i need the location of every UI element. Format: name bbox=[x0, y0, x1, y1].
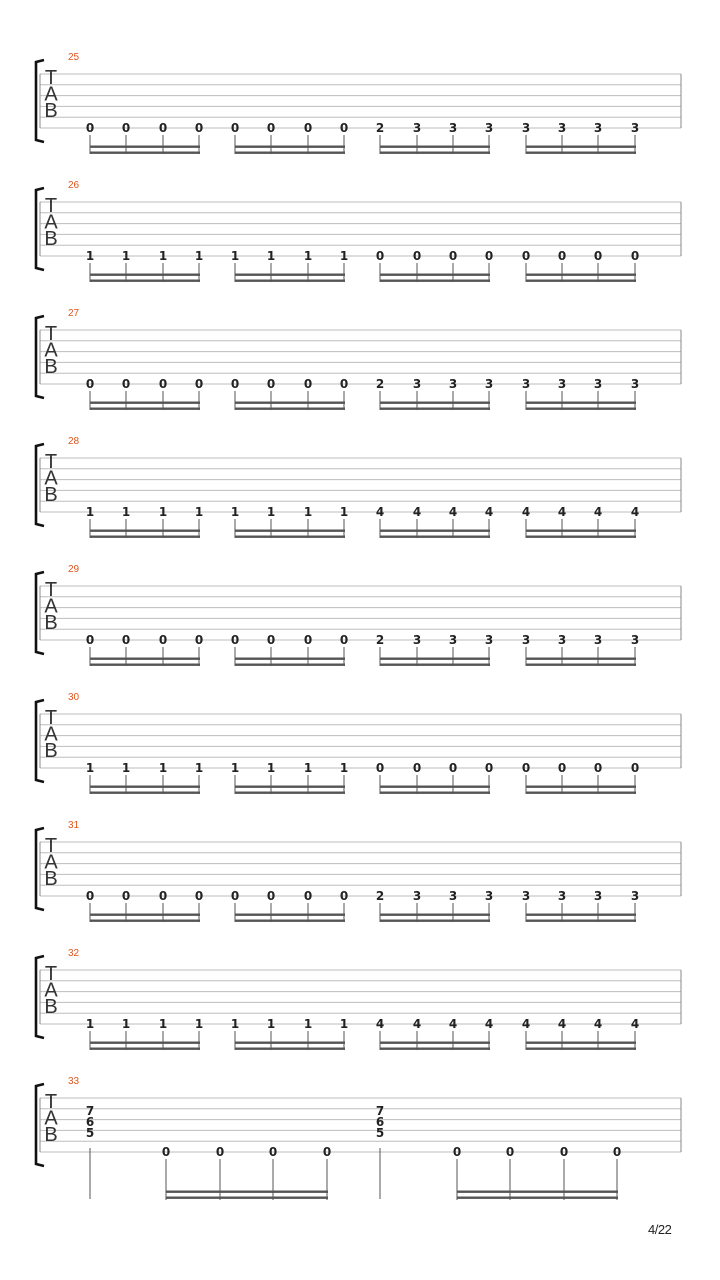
tab-clef-letter: A bbox=[44, 979, 58, 1002]
fret-number: 4 bbox=[630, 1017, 640, 1031]
measure-number: 32 bbox=[68, 948, 80, 959]
beam bbox=[90, 280, 200, 282]
beam bbox=[90, 536, 200, 538]
beam bbox=[380, 408, 490, 410]
beam bbox=[90, 402, 200, 404]
beam bbox=[380, 274, 490, 276]
fret-number: 4 bbox=[484, 505, 494, 519]
fret-number: 1 bbox=[158, 249, 168, 263]
fret-number: 3 bbox=[557, 121, 567, 135]
fret-number: 0 bbox=[339, 121, 349, 135]
beam bbox=[235, 280, 345, 282]
fret-number: 5 bbox=[375, 1126, 385, 1140]
beam bbox=[380, 658, 490, 660]
beam bbox=[90, 792, 200, 794]
tab-staff bbox=[0, 308, 720, 436]
tab-system bbox=[0, 564, 720, 692]
fret-number: 0 bbox=[85, 377, 95, 391]
fret-number: 0 bbox=[339, 377, 349, 391]
beam bbox=[380, 280, 490, 282]
fret-number: 3 bbox=[630, 121, 640, 135]
tab-clef-letter: B bbox=[44, 868, 58, 890]
fret-number: 3 bbox=[630, 633, 640, 647]
fret-number: 3 bbox=[448, 633, 458, 647]
fret-number: 3 bbox=[412, 121, 422, 135]
fret-number: 3 bbox=[521, 889, 531, 903]
fret-number: 2 bbox=[375, 889, 385, 903]
beam bbox=[235, 792, 345, 794]
tab-clef-letter: B bbox=[44, 228, 58, 250]
tab-clef-letter: B bbox=[44, 612, 58, 634]
tab-system bbox=[0, 52, 720, 180]
fret-number: 7 bbox=[375, 1104, 385, 1118]
beam bbox=[90, 1042, 200, 1044]
beam bbox=[380, 536, 490, 538]
beam bbox=[526, 536, 636, 538]
fret-number: 0 bbox=[452, 1145, 462, 1159]
beam bbox=[380, 152, 490, 154]
fret-number: 2 bbox=[375, 121, 385, 135]
beam bbox=[526, 792, 636, 794]
beam bbox=[235, 402, 345, 404]
fret-number: 0 bbox=[484, 249, 494, 263]
fret-number: 0 bbox=[593, 761, 603, 775]
tab-clef-letter: B bbox=[44, 740, 58, 762]
fret-number: 3 bbox=[593, 889, 603, 903]
fret-number: 0 bbox=[230, 889, 240, 903]
fret-number: 2 bbox=[375, 377, 385, 391]
tab-clef-letter: T bbox=[44, 707, 58, 729]
fret-number: 0 bbox=[215, 1145, 225, 1159]
beam bbox=[235, 152, 345, 154]
beam bbox=[90, 920, 200, 922]
tab-system bbox=[0, 1076, 720, 1204]
fret-number: 4 bbox=[484, 1017, 494, 1031]
fret-number: 0 bbox=[194, 889, 204, 903]
fret-number: 4 bbox=[593, 505, 603, 519]
fret-number: 1 bbox=[158, 1017, 168, 1031]
fret-number: 0 bbox=[612, 1145, 622, 1159]
beam bbox=[526, 274, 636, 276]
fret-number: 0 bbox=[161, 1145, 171, 1159]
fret-number: 1 bbox=[339, 249, 349, 263]
fret-number: 1 bbox=[194, 249, 204, 263]
fret-number: 1 bbox=[85, 1017, 95, 1031]
tab-system bbox=[0, 820, 720, 948]
fret-number: 1 bbox=[121, 505, 131, 519]
fret-number: 0 bbox=[559, 1145, 569, 1159]
tab-clef-letter: A bbox=[44, 339, 58, 362]
beam bbox=[90, 914, 200, 916]
tab-staff bbox=[0, 692, 720, 820]
fret-number: 3 bbox=[630, 889, 640, 903]
fret-number: 0 bbox=[158, 121, 168, 135]
fret-number: 0 bbox=[557, 761, 567, 775]
fret-number: 0 bbox=[303, 633, 313, 647]
fret-number: 1 bbox=[339, 1017, 349, 1031]
beam bbox=[235, 536, 345, 538]
fret-number: 1 bbox=[121, 1017, 131, 1031]
fret-number: 0 bbox=[339, 633, 349, 647]
beam bbox=[166, 1191, 328, 1193]
beam bbox=[380, 146, 490, 148]
fret-number: 4 bbox=[557, 505, 567, 519]
tab-system bbox=[0, 436, 720, 564]
fret-number: 3 bbox=[521, 633, 531, 647]
fret-number: 3 bbox=[484, 633, 494, 647]
fret-number: 0 bbox=[266, 121, 276, 135]
measure-number: 26 bbox=[68, 180, 80, 191]
fret-number: 0 bbox=[521, 249, 531, 263]
fret-number: 0 bbox=[121, 889, 131, 903]
fret-number: 0 bbox=[375, 761, 385, 775]
measure-number: 25 bbox=[68, 52, 80, 63]
beam bbox=[90, 664, 200, 666]
fret-number: 1 bbox=[230, 249, 240, 263]
tab-clef-letter: A bbox=[44, 467, 58, 490]
fret-number: 4 bbox=[521, 1017, 531, 1031]
fret-number: 3 bbox=[412, 633, 422, 647]
beam bbox=[380, 1042, 490, 1044]
tab-system bbox=[0, 308, 720, 436]
measure-number: 31 bbox=[68, 820, 80, 831]
fret-number: 1 bbox=[158, 505, 168, 519]
tab-system bbox=[0, 692, 720, 820]
fret-number: 0 bbox=[375, 249, 385, 263]
beam bbox=[90, 274, 200, 276]
fret-number: 3 bbox=[448, 121, 458, 135]
fret-number: 0 bbox=[230, 377, 240, 391]
beam bbox=[526, 146, 636, 148]
fret-number: 1 bbox=[303, 761, 313, 775]
tab-clef-letter: T bbox=[44, 451, 58, 473]
beam bbox=[90, 530, 200, 532]
tab-staff bbox=[0, 820, 720, 948]
beam bbox=[380, 1048, 490, 1050]
fret-number: 0 bbox=[194, 633, 204, 647]
beam bbox=[235, 1048, 345, 1050]
measure-number: 29 bbox=[68, 564, 80, 575]
beam bbox=[90, 146, 200, 148]
beam bbox=[90, 408, 200, 410]
tab-clef-letter: A bbox=[44, 211, 58, 234]
tab-clef-letter: A bbox=[44, 1107, 58, 1130]
fret-number: 1 bbox=[266, 505, 276, 519]
fret-number: 4 bbox=[375, 505, 385, 519]
fret-number: 0 bbox=[484, 761, 494, 775]
tab-clef-letter: T bbox=[44, 963, 58, 985]
tab-clef-letter: A bbox=[44, 723, 58, 746]
tab-clef-letter: B bbox=[44, 996, 58, 1018]
beam bbox=[235, 920, 345, 922]
fret-number: 1 bbox=[339, 505, 349, 519]
fret-number: 1 bbox=[121, 761, 131, 775]
tab-clef-letter: A bbox=[44, 851, 58, 874]
fret-number: 4 bbox=[521, 505, 531, 519]
fret-number: 1 bbox=[266, 249, 276, 263]
fret-number: 1 bbox=[230, 1017, 240, 1031]
beam bbox=[90, 1048, 200, 1050]
fret-number: 3 bbox=[448, 889, 458, 903]
fret-number: 3 bbox=[593, 377, 603, 391]
fret-number: 0 bbox=[194, 121, 204, 135]
tab-clef-letter: B bbox=[44, 484, 58, 506]
beam bbox=[380, 920, 490, 922]
fret-number: 0 bbox=[303, 121, 313, 135]
fret-number: 1 bbox=[85, 505, 95, 519]
tab-clef-letter: T bbox=[44, 1091, 58, 1113]
fret-number: 3 bbox=[412, 889, 422, 903]
tab-system bbox=[0, 180, 720, 308]
beam bbox=[380, 664, 490, 666]
measure-number: 33 bbox=[68, 1076, 80, 1087]
beam bbox=[380, 530, 490, 532]
beam bbox=[235, 1042, 345, 1044]
beam bbox=[235, 274, 345, 276]
beam bbox=[235, 530, 345, 532]
fret-number: 0 bbox=[266, 889, 276, 903]
measure-number: 28 bbox=[68, 436, 80, 447]
beam bbox=[526, 152, 636, 154]
fret-number: 1 bbox=[339, 761, 349, 775]
fret-number: 1 bbox=[194, 1017, 204, 1031]
tab-staff bbox=[0, 436, 720, 564]
fret-number: 0 bbox=[158, 633, 168, 647]
fret-number: 1 bbox=[303, 505, 313, 519]
fret-number: 0 bbox=[593, 249, 603, 263]
fret-number: 0 bbox=[85, 889, 95, 903]
fret-number: 0 bbox=[121, 121, 131, 135]
fret-number: 0 bbox=[230, 121, 240, 135]
fret-number: 0 bbox=[158, 377, 168, 391]
beam bbox=[235, 914, 345, 916]
beam bbox=[235, 786, 345, 788]
tab-clef-letter: B bbox=[44, 1124, 58, 1146]
beam bbox=[526, 664, 636, 666]
beam bbox=[90, 658, 200, 660]
fret-number: 0 bbox=[266, 377, 276, 391]
fret-number: 2 bbox=[375, 633, 385, 647]
fret-number: 1 bbox=[266, 761, 276, 775]
beam bbox=[166, 1197, 328, 1199]
fret-number: 1 bbox=[121, 249, 131, 263]
fret-number: 0 bbox=[268, 1145, 278, 1159]
fret-number: 4 bbox=[412, 505, 422, 519]
fret-number: 0 bbox=[303, 377, 313, 391]
fret-number: 3 bbox=[557, 633, 567, 647]
fret-number: 3 bbox=[412, 377, 422, 391]
fret-number: 3 bbox=[484, 889, 494, 903]
fret-number: 0 bbox=[121, 377, 131, 391]
measure-number: 30 bbox=[68, 692, 80, 703]
fret-number: 0 bbox=[521, 761, 531, 775]
tab-clef-letter: T bbox=[44, 195, 58, 217]
fret-number: 1 bbox=[158, 761, 168, 775]
fret-number: 4 bbox=[630, 505, 640, 519]
tab-clef-letter: T bbox=[44, 67, 58, 89]
fret-number: 0 bbox=[448, 249, 458, 263]
fret-number: 3 bbox=[484, 121, 494, 135]
fret-number: 0 bbox=[505, 1145, 515, 1159]
fret-number: 1 bbox=[85, 761, 95, 775]
fret-number: 3 bbox=[521, 121, 531, 135]
fret-number: 0 bbox=[630, 249, 640, 263]
fret-number: 1 bbox=[266, 1017, 276, 1031]
beam bbox=[526, 530, 636, 532]
fret-number: 0 bbox=[230, 633, 240, 647]
fret-number: 0 bbox=[322, 1145, 332, 1159]
fret-number: 3 bbox=[557, 889, 567, 903]
tab-clef-letter: B bbox=[44, 100, 58, 122]
tab-clef-letter: B bbox=[44, 356, 58, 378]
fret-number: 4 bbox=[412, 1017, 422, 1031]
beam bbox=[526, 408, 636, 410]
fret-number: 0 bbox=[194, 377, 204, 391]
tab-clef-letter: A bbox=[44, 83, 58, 106]
fret-number: 0 bbox=[85, 121, 95, 135]
beam bbox=[526, 402, 636, 404]
fret-number: 3 bbox=[521, 377, 531, 391]
tab-clef-letter: T bbox=[44, 323, 58, 345]
beam bbox=[526, 786, 636, 788]
tab-clef-letter: T bbox=[44, 579, 58, 601]
fret-number: 1 bbox=[230, 505, 240, 519]
tab-clef-letter: T bbox=[44, 835, 58, 857]
fret-number: 3 bbox=[630, 377, 640, 391]
beam bbox=[526, 914, 636, 916]
tab-clef-letter: A bbox=[44, 595, 58, 618]
beam bbox=[90, 786, 200, 788]
fret-number: 4 bbox=[593, 1017, 603, 1031]
beam bbox=[235, 408, 345, 410]
beam bbox=[235, 658, 345, 660]
fret-number: 6 bbox=[375, 1115, 385, 1129]
fret-number: 1 bbox=[303, 249, 313, 263]
fret-number: 1 bbox=[303, 1017, 313, 1031]
beam bbox=[380, 914, 490, 916]
beam bbox=[380, 402, 490, 404]
fret-number: 3 bbox=[593, 633, 603, 647]
beam bbox=[526, 658, 636, 660]
beam bbox=[380, 786, 490, 788]
beam bbox=[526, 1042, 636, 1044]
fret-number: 5 bbox=[85, 1126, 95, 1140]
fret-number: 1 bbox=[194, 761, 204, 775]
beam bbox=[90, 152, 200, 154]
tab-staff bbox=[0, 1076, 720, 1204]
fret-number: 1 bbox=[194, 505, 204, 519]
tab-staff bbox=[0, 948, 720, 1076]
fret-number: 4 bbox=[448, 505, 458, 519]
fret-number: 3 bbox=[557, 377, 567, 391]
fret-number: 0 bbox=[303, 889, 313, 903]
fret-number: 4 bbox=[375, 1017, 385, 1031]
fret-number: 0 bbox=[85, 633, 95, 647]
fret-number: 7 bbox=[85, 1104, 95, 1118]
beam bbox=[235, 146, 345, 148]
tab-system bbox=[0, 948, 720, 1076]
tab-staff bbox=[0, 52, 720, 180]
fret-number: 0 bbox=[630, 761, 640, 775]
fret-number: 0 bbox=[412, 249, 422, 263]
tab-staff bbox=[0, 564, 720, 692]
beam bbox=[235, 664, 345, 666]
fret-number: 6 bbox=[85, 1115, 95, 1129]
fret-number: 0 bbox=[121, 633, 131, 647]
fret-number: 0 bbox=[448, 761, 458, 775]
beam bbox=[526, 920, 636, 922]
fret-number: 4 bbox=[448, 1017, 458, 1031]
fret-number: 3 bbox=[448, 377, 458, 391]
fret-number: 0 bbox=[339, 889, 349, 903]
fret-number: 0 bbox=[266, 633, 276, 647]
beam bbox=[526, 1048, 636, 1050]
page-number: 4/22 bbox=[648, 1222, 672, 1237]
fret-number: 3 bbox=[484, 377, 494, 391]
fret-number: 1 bbox=[85, 249, 95, 263]
fret-number: 4 bbox=[557, 1017, 567, 1031]
fret-number: 3 bbox=[593, 121, 603, 135]
fret-number: 0 bbox=[412, 761, 422, 775]
fret-number: 0 bbox=[557, 249, 567, 263]
beam bbox=[457, 1197, 618, 1199]
tab-staff bbox=[0, 180, 720, 308]
fret-number: 1 bbox=[230, 761, 240, 775]
beam bbox=[457, 1191, 618, 1193]
fret-number: 0 bbox=[158, 889, 168, 903]
measure-number: 27 bbox=[68, 308, 80, 319]
beam bbox=[526, 280, 636, 282]
beam bbox=[380, 792, 490, 794]
